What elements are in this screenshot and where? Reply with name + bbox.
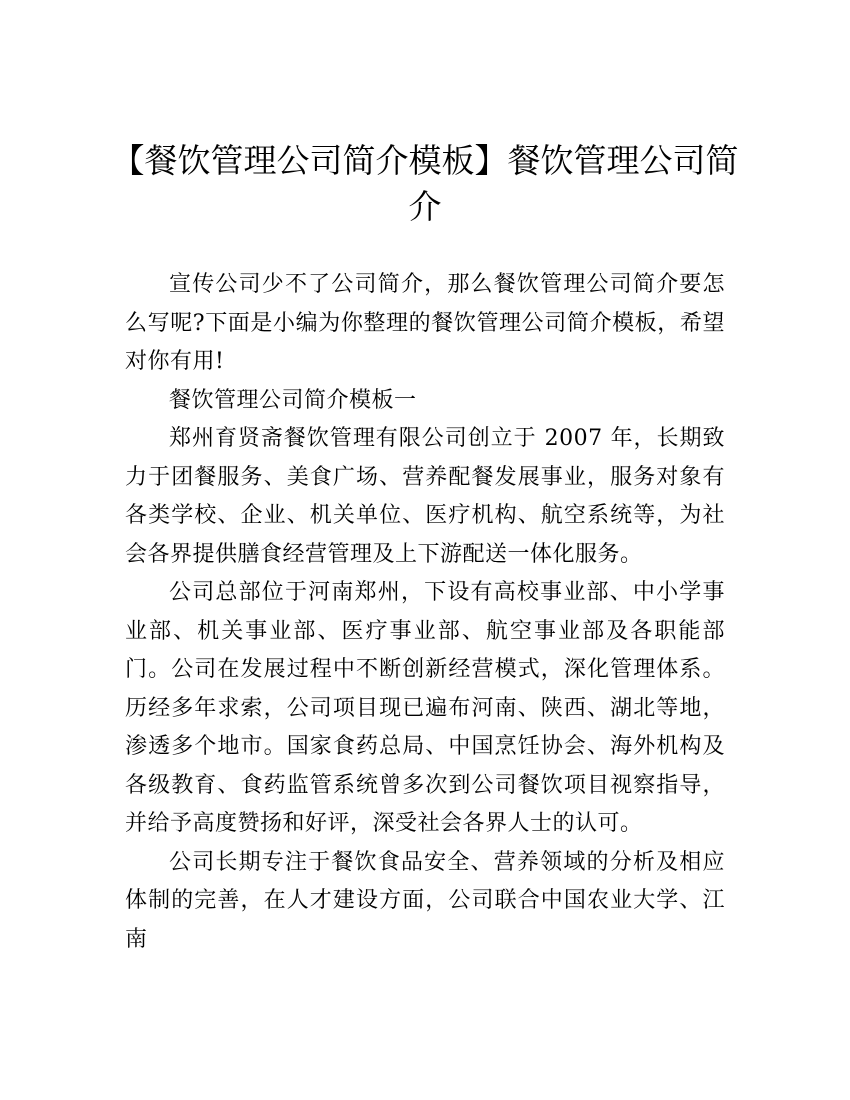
section-heading: 餐饮管理公司简介模板一 — [169, 387, 417, 413]
document-body — [125, 266, 725, 959]
body-paragraph: 公司总部位于河南郑州，下设有高校事业部、中小学事业部、机关事业部、医疗事业部、航空事业部及各职能部门。公司在发展过程中不断创新经营模式，深化管理体系。历经多年求索，公司项目现已遍布河南、陕西、湖北等地，渗透多个地市。国家食药总局、中国烹饪协会、海外机构及各级教育、食药监管系统曾多次到公司餐饮项目视察指导，并给予高度赞扬和好评，深受社会各界人士的认可。 — [125, 580, 725, 836]
body-paragraph: 郑州育贤斋餐饮管理有限公司创立于 2007 年，长期致力于团餐服务、美食广场、营养配餐发展事业，服务对象有各类学校、企业、机关单位、医疗机构、航空系统等，为社会各界提供膳食经营管理及上下游配送一体化服务。 — [125, 426, 725, 567]
intro-paragraph: 宣传公司少不了公司简介，那么餐饮管理公司简介要怎么写呢?下面是小编为你整理的餐饮管理公司简介模板，希望对你有用! — [125, 272, 725, 374]
document-title: 【餐饮管理公司简介模板】餐饮管理公司简介 — [111, 141, 739, 226]
body-paragraph: 公司长期专注于餐饮食品安全、营养领域的分析及相应体制的完善，在人才建设方面，公司联合中国农业大学、江南 — [125, 849, 725, 952]
